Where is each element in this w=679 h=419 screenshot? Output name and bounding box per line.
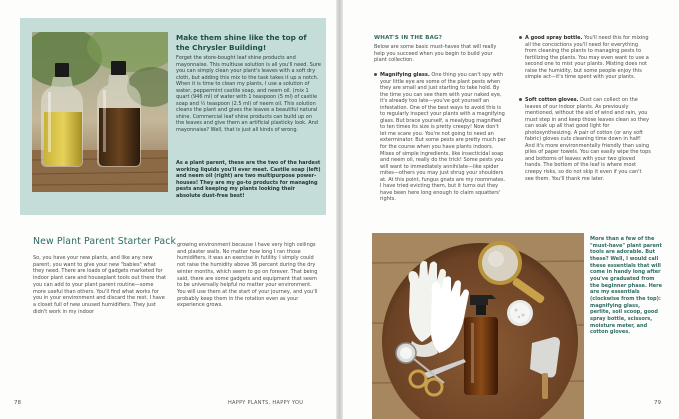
list-item — [374, 72, 506, 203]
callout-bold-note: As a plant parent, these are the two of the hardest working liquids you'll ever meet. Castile soap (left) and neem oil (right) are two multipurpose power-houses! They are my go-to products for managing pests and keeping my plants looking their absolute dust-free best! — [176, 160, 321, 199]
body-column-b: growing environment because I have very high ceilings and plaster walls. No matter how long I ran those humidifiers, it was an exercise in futility. I simply could not raise the humidity above 36 percent during the dry winter months, which seem to go on forever. That being said, there are some gadgets and equipment that seem to be universally helpful no matter your environment. You will use them at the start of your journey, and you'll probably keep them in the rotation even as your experience grows. — [177, 242, 318, 309]
photo-caption: More than a few of the "must-have" plant parent tools are adorable. But these? Well, I would call these essentials that will come in handy long after you've graduated from the beginner phase. Here are my essentials (clockwise from the top): magnifying glass, perlite, soil scoop, good spray bottle, scissors, moisture meter, and cotton gloves. — [590, 236, 663, 336]
bag-heading: WHAT'S IN THE BAG? — [374, 35, 443, 41]
body-column-a: So, you have your new plants, and like any new parent, you want to give your new "babies" what they need. There are loads of gadgets marketed for indoor plant care and houseplant tools out there that you can add to your plant parent routine—some more useful than others. You'll find what works for you in your environment and discard the rest. I have a closet full of new unused humidifiers. They just didn't work in my indoor — [33, 255, 167, 315]
running-head: HAPPY PLANTS, HAPPY YOU — [228, 400, 304, 406]
list-item-lead: A good spray bottle. — [525, 35, 583, 41]
tools-photo — [372, 233, 584, 419]
left-page — [0, 0, 336, 419]
bullet-icon — [374, 73, 377, 76]
list-item — [519, 97, 651, 182]
list-item-lead: Soft cotton gloves. — [525, 97, 579, 103]
list-item-text: You'll need this for mixing all the concoctions you'll need for everything from cleaning the plants to managing pests to fertilizing the plants. You may even want to use a second one to mist your plants. Misting does not raise the humidity, but some people enjoy this simple act—it's time spent with your plants. — [525, 35, 649, 81]
list-item — [519, 35, 651, 81]
bullet-icon — [519, 36, 522, 39]
callout-heading: Make them shine like the top of the Chrysler Building! — [176, 33, 307, 52]
bullet-icon — [519, 98, 522, 101]
page-number-left: 78 — [14, 400, 21, 406]
list-item-text: Dust can collect on the leaves of our indoor plants. As previously mentioned, without the aid of wind and rain, you must step in and keep those leaves clean so they can soak up all that good light for photosynthesizing. A pair of cotton (or any soft fabric) gloves cuts cleaning time down in half! And it's more environmentally friendly than using piles of paper towels. You can easily wipe the tops and bottoms of leaves with your two gloved hands. The bottom of the leaf is where most creepy risks, so do not skip it even if you can't see them. You'll thank me later. — [525, 97, 651, 182]
bag-intro: Below are some basic must-haves that will really help you succeed when you begin to build your plant collection. — [374, 44, 497, 64]
bottles-photo — [32, 32, 168, 192]
list-item-lead: Magnifying glass. — [380, 72, 430, 78]
callout-body: Forget the store-bought leaf shine products and mayonnaise. This multiuse solution is all you'll need. Sure you can simply clean your plant's leaves with a soft dry cloth, but adding this mix to the task takes it up a notch. When it is time to clean my plants, I use a solution of water, peppermint castile soap, and neem oil. (mix 1 quart (946 ml) of water with 1 teaspoon (5 ml) of castile soap and ½ teaspoon (2.5 ml) of neem oil. This solution cleans the plant and gives the leaves a beautiful natural shine. Commercial leaf shine products can build up on the leaves and give them an artificial plasticky look. And mayonnaise? Well, that is just all kinds of wrong. — [176, 55, 321, 134]
page-number-right: 79 — [654, 400, 661, 406]
list-item-text: One thing you can't spy with your little eye are some of the plant pests when they are small and just starting to take hold. By the time you can see them with your naked eye, it's already too late—you've got yourself an infestation. One of the best ways to avoid this is to regularly inspect your plants with a magnifying glass. But brace yourself, a mealybug magnified to ten times its size is pretty creepy! Now don't let me scare you. You're not going to need an exterminator. But some pests are pretty much par for the course when you have plants indoors. Mixes of simple ingredients, like insecticidal soap and neem oil, really do the trick! Some pests you will want to immediately annihilate—like spider mites—others you may just shrug your shoulders at. At this point, fungus gnats are my roommates. I have tried evicting them, but it turns out they have been here long enough to claim squatters' rights. — [380, 72, 506, 203]
book-gutter — [336, 0, 343, 419]
section-title: New Plant Parent Starter Pack — [33, 236, 176, 247]
